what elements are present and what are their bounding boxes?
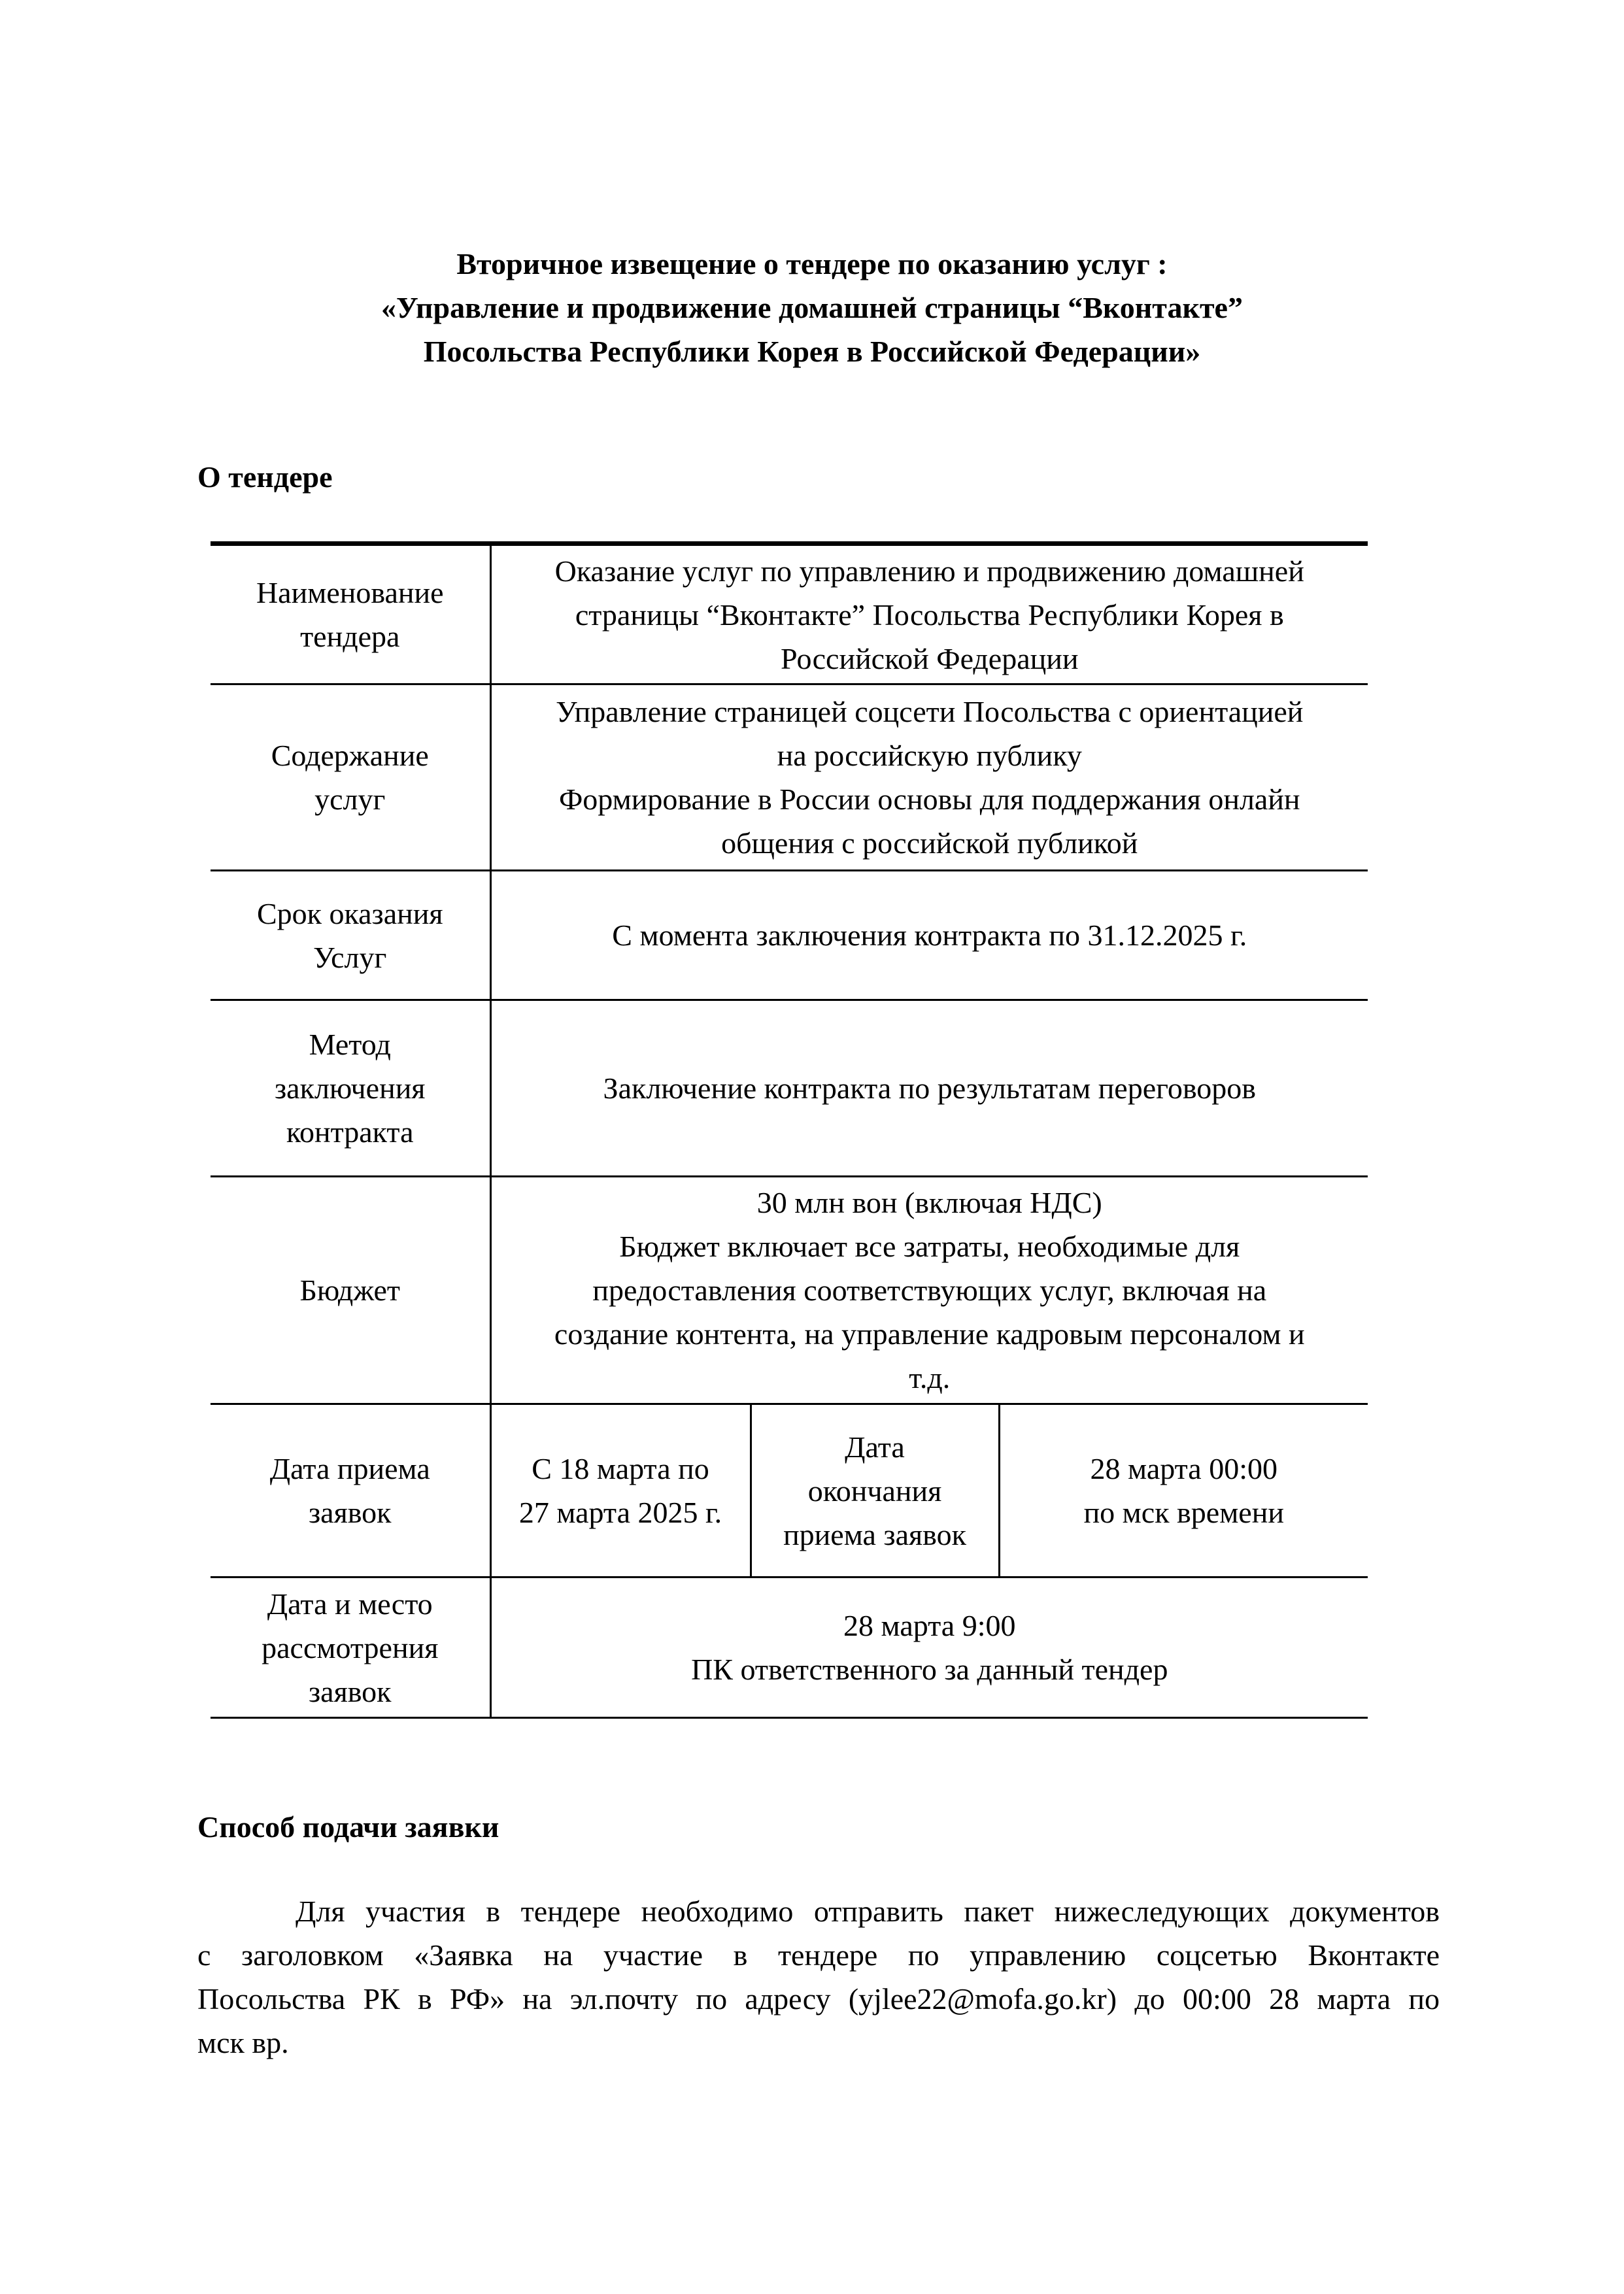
tender-info-table (211, 541, 1368, 1719)
service-period-label: Срок оказания Услуг (211, 871, 490, 1000)
application-end-value: 28 марта 00:00 по мск времени (999, 1404, 1368, 1577)
table-row-application-dates (211, 1404, 1368, 1577)
service-period-value: С момента заключения контракта по 31.12.2025 г. (490, 871, 1368, 1000)
budget-value: 30 млн вон (включая НДС) Бюджет включает все затраты, необходимые для предоставления соответствующих услуг, включая на создание контента, на управление кадровым персоналом и т.д. (490, 1177, 1368, 1404)
paragraph-line: Посольства РК в РФ» на эл.почту по адресу (yjlee22@mofa.go.kr) до 00:00 28 марта по (197, 1982, 1440, 2016)
table-row-review (211, 1577, 1368, 1718)
review-value: 28 марта 9:00 ПК ответственного за данный тендер (490, 1577, 1368, 1718)
table-row-services-content (211, 684, 1368, 871)
about-tender-heading: О тендере (197, 460, 333, 494)
application-dates-label: Дата приема заявок (211, 1404, 490, 1577)
application-start-value: С 18 марта по 27 марта 2025 г. (490, 1404, 751, 1577)
paragraph-line: с заголовком «Заявка на участие в тендере по управлению соцсетью Вконтакте (197, 1938, 1440, 1972)
submission-paragraph (197, 1889, 1440, 2065)
review-label: Дата и место рассмотрения заявок (211, 1577, 490, 1718)
tender-name-label: Наименование тендера (211, 544, 490, 684)
tender-name-value: Оказание услуг по управлению и продвижению домашней страницы “Вконтакте” Посольства Республики Корея в Российской Федерации (490, 544, 1368, 684)
paragraph-line: Для участия в тендере необходимо отправить пакет нижеследующих документов (296, 1895, 1440, 1928)
application-end-label: Дата окончания приема заявок (751, 1404, 999, 1577)
paragraph-line: мск вр. (197, 2026, 289, 2059)
contract-method-label: Метод заключения контракта (211, 1000, 490, 1177)
table-row-contract-method (211, 1000, 1368, 1177)
services-content-label: Содержание услуг (211, 684, 490, 871)
document-title (0, 242, 1624, 373)
table-row-service-period (211, 871, 1368, 1000)
contract-method-value: Заключение контракта по результатам переговоров (490, 1000, 1368, 1177)
budget-label: Бюджет (211, 1177, 490, 1404)
submission-method-heading: Способ подачи заявки (197, 1810, 499, 1844)
table-row-tender-name (211, 544, 1368, 684)
services-content-value: Управление страницей соцсети Посольства с ориентацией на российскую публику Формирование в России основы для поддержания онлайн общения с российской публикой (490, 684, 1368, 871)
title-line-2: «Управление и продвижение домашней страницы “Вконтакте” (381, 291, 1243, 324)
title-line-3: Посольства Республики Корея в Российской Федерации» (423, 335, 1201, 368)
title-line-1: Вторичное извещение о тендере по оказанию услуг : (456, 247, 1168, 280)
table-row-budget (211, 1177, 1368, 1404)
